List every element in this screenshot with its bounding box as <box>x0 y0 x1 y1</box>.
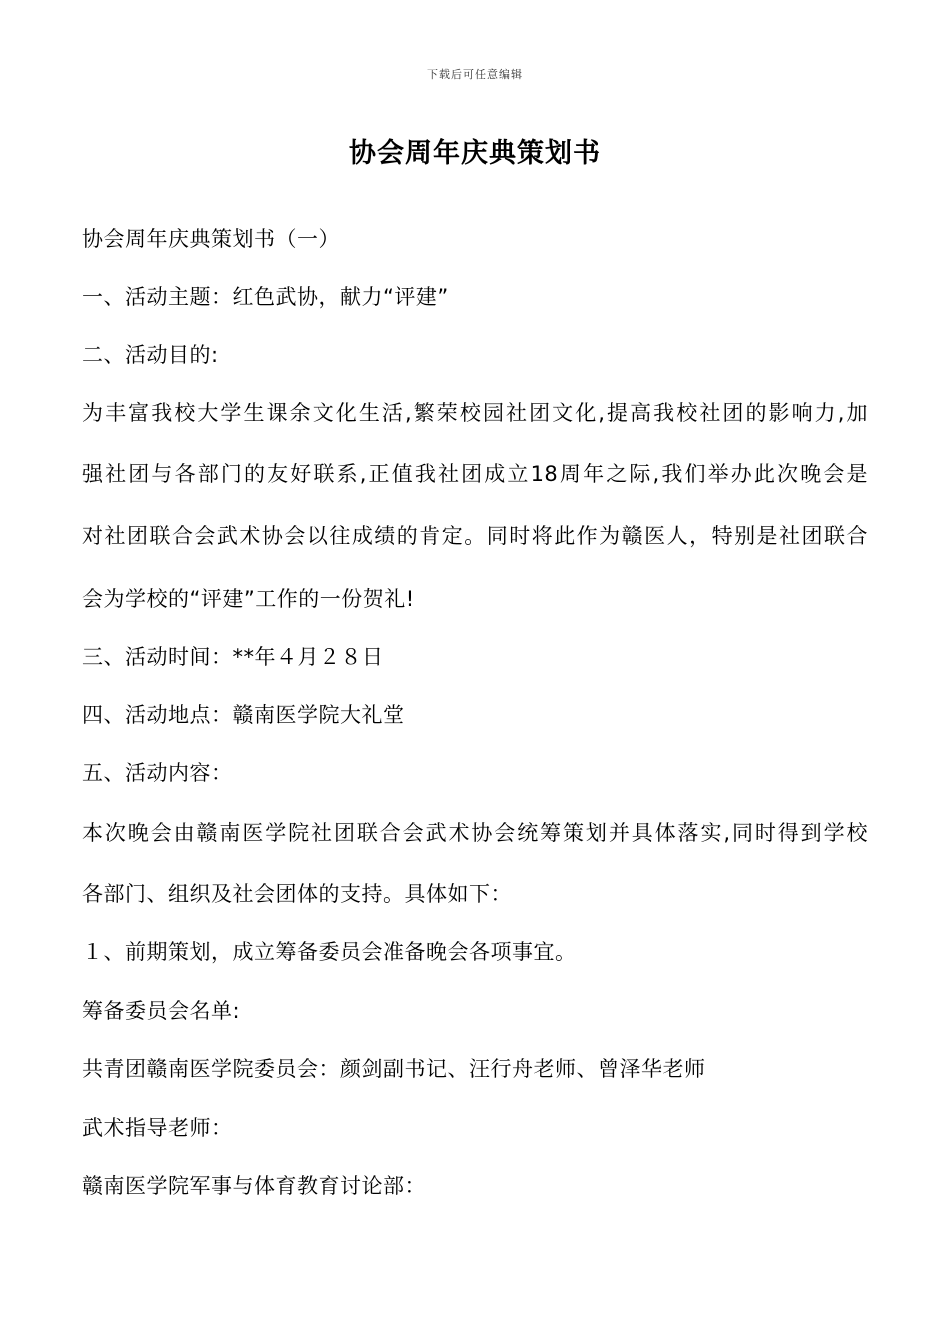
section-theme: 一、活动主题：红色武协，献力“评建” <box>82 285 449 309</box>
paragraph-line: 为丰富我校大学生课余文化生活,繁荣校园社团文化,提高我校社团的影响力,加 <box>82 401 868 425</box>
list-item: １、前期策划，成立筹备委员会准备晚会各项事宜。 <box>82 940 577 964</box>
document-title: 协会周年庆典策划书 <box>349 138 601 169</box>
section-location: 四、活动地点：赣南医学院大礼堂 <box>82 703 405 727</box>
instructor-heading: 武术指导老师： <box>82 1116 233 1140</box>
subtitle-line: 协会周年庆典策划书（一） <box>82 227 340 251</box>
section-purpose-heading: 二、活动目的: <box>82 343 219 367</box>
paragraph-line: 强社团与各部门的友好联系,正值我社团成立18周年之际,我们举办此次晚会是 <box>82 462 868 486</box>
paragraph-line: 各部门、组织及社会团体的支持。具体如下： <box>82 882 512 906</box>
paragraph-line: 对社团联合会武术协会以往成绩的肯定。同时将此作为赣医人，特别是社团联合 <box>82 524 868 548</box>
section-time: 三、活动时间：**年４月２８日 <box>82 645 384 669</box>
committee-member-line: 共青团赣南医学院委员会：颜剑副书记、汪行舟老师、曾泽华老师 <box>82 1057 706 1081</box>
paragraph-line: 本次晚会由赣南医学院社团联合会武术协会统筹策划并具体落实,同时得到学校 <box>82 821 868 845</box>
department-heading: 赣南医学院军事与体育教育讨论部： <box>82 1174 426 1198</box>
paragraph-line: 会为学校的“评建”工作的一份贺礼! <box>82 587 415 611</box>
header-note: 下载后可任意编辑 <box>427 68 523 81</box>
committee-heading: 筹备委员会名单: <box>82 999 241 1023</box>
section-content-heading: 五、活动内容： <box>82 761 233 785</box>
